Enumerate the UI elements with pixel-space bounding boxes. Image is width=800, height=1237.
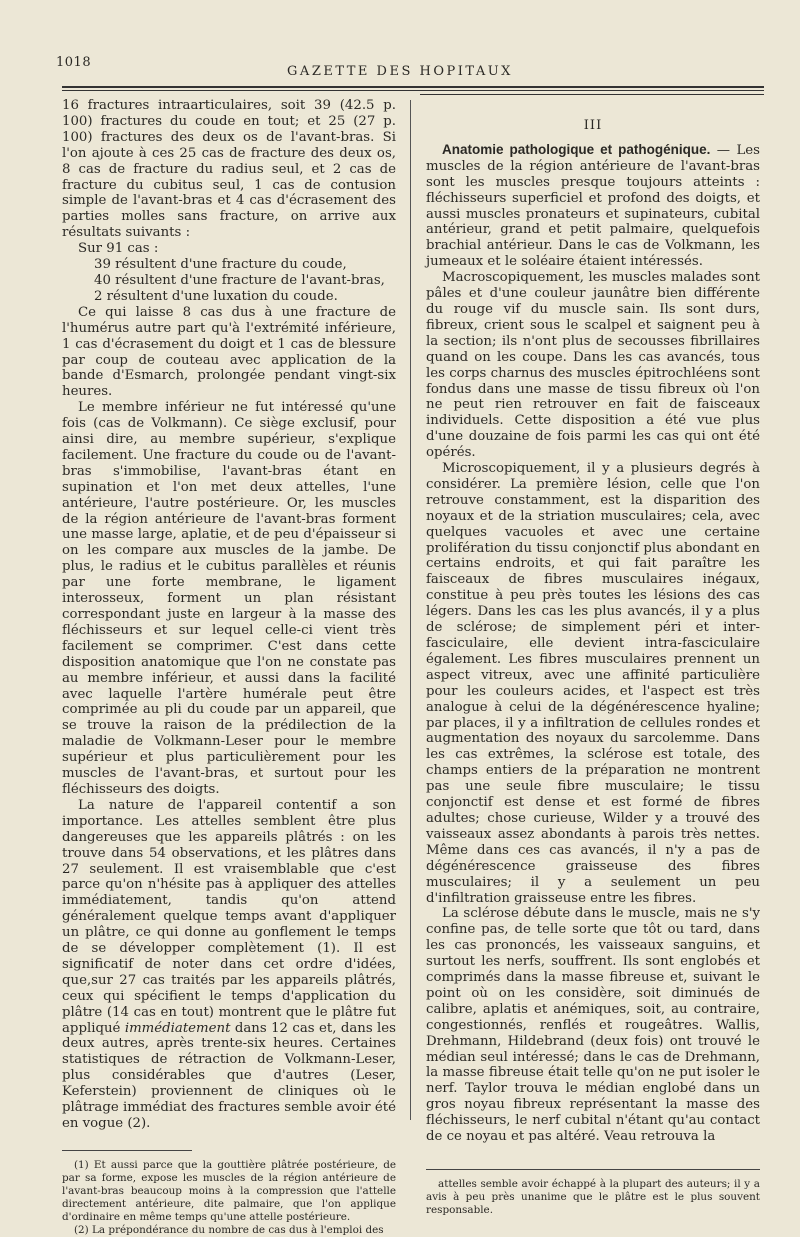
paragraph-text: — Les muscles de la région antérieure de l'avant-bras sont les muscles presque toujours atteints : fléchisseurs superficiel et profond des doigts, et aussi muscles pronateurs et supinateurs, cubital antérieur, grand et petit palmaire, quelquefois brachial antérieur. Dans le cas de Volkmann, les jumeaux et le soléaire étaient intéressés. — [426, 142, 761, 270]
footnote-rule — [62, 1150, 192, 1151]
footnotes — [62, 1159, 396, 1237]
list-item: 39 résultent d'une fracture du coude, — [94, 257, 347, 273]
paragraph-text: dans 12 cas et, dans les deux autres, après trente-six heures. Certaines statistiques de rétraction de Volkmann-Leser, plus considérables que d'autres (Leser, Keferstein) proviennent de cliniques où le plâtrage immédiat des fractures semble avoir été en vogue (2). — [62, 1020, 396, 1131]
header-rule-thin — [62, 90, 764, 91]
paragraph — [62, 798, 396, 1132]
footnote: (1) Et aussi parce que la gouttière plâtrée postérieure, de par sa forme, expose les muscles de la région antérieure de l'avant-bras beaucoup moins à la compression que l'attelle directement antérieure, dite palmaire, que l'on applique d'ordinaire en même temps qu'une attelle postérieure. — [62, 1158, 396, 1223]
paragraph: 16 fractures intraarticulaires, soit 39 (42.5 p. 100) fractures du coude en tout; et 25 (27 p. 100) fractures des deux os de l'avant-bras. Si l'on ajoute à ces 25 cas de fracture des deux os, 8 cas de fracture du radius seul, et 2 cas de fracture du cubitus seul, 1 cas de contusion simple de l'avant-bras et 4 cas d'écrasement des parties molles sans fracture, on arrive aux résultats suivants : — [62, 98, 396, 241]
paragraph — [426, 142, 760, 270]
left-column — [62, 98, 396, 1237]
paragraph: Macroscopiquement, les muscles malades sont pâles et d'une couleur jaunâtre bien différente du rouge vif du muscle sain. Ils sont durs, fibreux, crient sous le scalpel et saignent peu à la section; ils n'ont plus de secousses fibrillaires quand on les coupe. Dans les cas avancés, tous les corps charnus des muscles épitrochléens sont fondus dans une masse de tissu fibreux où l'on ne peut rien retrouver en fait de faisceaux individuels. Cette disposition a été vue plus d'une douzaine de fois parmi les cas qui ont été opérés. — [426, 270, 760, 461]
right-column — [426, 98, 760, 1217]
list-item: 2 résultent d'une luxation du coude. — [94, 288, 338, 304]
paragraph: Ce qui laisse 8 cas dus à une fracture de l'humérus autre part qu'à l'extrémité inférieure, 1 cas d'écrasement du doigt et 1 cas de blessure par coup de couteau avec application de la bande d'Esmarch, prolongée pendant vingt-six heures. — [62, 304, 396, 400]
paragraph: Microscopiquement, il y a plusieurs degrés à considérer. La première lésion, celle que l'on retrouve constamment, est la disparition des noyaux et de la striation musculaires; cela, avec quelques vacuoles et avec une certaine prolifération du tissu conjonctif plus abondant en certains endroits, et qui fait paraître les faisceaux de fibres musculaires inégaux, constitue à peu près toutes les lésions des cas légers. Dans les cas les plus avancés, il y a plus de sclérose; de simplement péri et inter-fasciculaire, elle devient intra-fasciculaire également. Les fibres musculaires prennent un aspect vitreux, avec une affinité particulière pour les couleurs acides, et l'aspect est très analogue à celui de la dégénérescence hyaline; par places, il y a infiltration de cellules rondes et augmentation des noyaux du sarcolemme. Dans les cas extrêmes, la sclérose est totale, des champs entiers de la préparation ne montrent pas une seule fibre musculaire; le tissu conjonctif est dense et est formé de fibres adultes; chose curieuse, Wilder y a trouvé des vaisseaux assez abondants à parois très nettes. Même dans ces cas avancés, il n'y a pas de dégénérescence graisseuse des fibres musculaires; il y a seulement un peu d'infiltration graisseuse entre les fibres. — [426, 461, 760, 906]
section-heading: Anatomie pathologique et pathogénique. — [442, 141, 711, 157]
paragraph-text: La nature de l'appareil contentif a son importance. Les attelles semblent être plus dangereuses que les appareils plâtrés : on les trouve dans 54 observations, et les plâtres dans 27 seulement. Il est vraisemblable que c'est parce qu'on n'hésite pas à appliquer des attelles immédiatement, tandis qu'on attend généralement quelque temps avant d'appliquer un plâtre, ce qui donne au gonflement le temps de se développer complètement (1). Il est significatif de noter dans cet ordre d'idées, que,sur 27 cas traités par les appareils plâtrés, ceux qui spécifient le temps d'application du plâtre (14 cas en tout) montrent que le plâtre fut appliqué — [62, 797, 396, 1036]
right-column-rule — [420, 94, 764, 95]
footnote: attelles semble avoir échappé à la plupart des auteurs; il y a avis à peu près unanime que le plâtre est le plus souvent responsable. — [426, 1178, 760, 1216]
paragraph: Sur 91 cas : — [78, 241, 159, 257]
list-item: 40 résultent d'une fracture de l'avant-bras, — [94, 272, 385, 288]
page-number: 1018 — [56, 55, 92, 70]
footnote: (2) La prépondérance du nombre de cas dus à l'emploi des — [74, 1223, 384, 1236]
section-numeral: III — [583, 118, 603, 133]
paragraph: Le membre inférieur ne fut intéressé qu'une fois (cas de Volkmann). Ce siège exclusif, pour ainsi dire, au membre supérieur, s'explique facilement. Une fracture du coude ou de l'avant-bras s'immobilise, l'avant-bras étant en supination et l'on met deux attelles, l'une antérieure, l'autre postérieure. Or, les muscles de la région antérieure de l'avant-bras forment une masse large, aplatie, et de peu d'épaisseur si on les compare aux muscles de la jambe. De plus, le radius et le cubitus parallèles et réunis par une forte membrane, le ligament interosseux, forment un plan résistant correspondant juste en largeur à la masse des fléchisseurs et sur lequel celle-ci vient très facilement se comprimer. C'est dans cette disposition anatomique que l'on ne constate pas au membre inférieur, et aussi dans la facilité avec laquelle l'artère humérale peut être comprimée au pli du coude par un appareil, que se trouve la raison de la prédilection de la maladie de Volkmann-Leser pour le membre supérieur et plus particulièrement pour les muscles de l'avant-bras, et surtout pour les fléchisseurs des doigts. — [62, 400, 396, 797]
emphasis-text: immédiatement — [124, 1020, 231, 1036]
footnote-rule — [426, 1169, 760, 1170]
column-divider — [410, 100, 411, 1120]
footnotes — [426, 1178, 760, 1217]
running-title: GAZETTE DES HOPITAUX — [287, 64, 513, 79]
paragraph: La sclérose débute dans le muscle, mais ne s'y confine pas, de telle sorte que tôt ou tard, dans les cas prononcés, les vaisseaux sanguins, et surtout les nerfs, souffrent. Ils sont englobés et comprimés dans la masse fibreuse et, suivant le point où on les considère, soit diminués de calibre, aplatis et anémiques, soit, au contraire, congestionnés, renflés et rougeâtres. Wallis, Drehmann, Hildebrand (deux fois) ont trouvé le médian seul intéressé; dans le cas de Drehmann, la masse fibreuse était telle qu'on ne put isoler le nerf. Taylor trouva le médian englobé dans un gros noyau fibreux représentant la masse des fléchisseurs, le nerf cubital n'étant qu'au contact de ce noyau et pas altéré. Veau retrouva la — [426, 906, 760, 1145]
header-rule — [62, 86, 764, 88]
